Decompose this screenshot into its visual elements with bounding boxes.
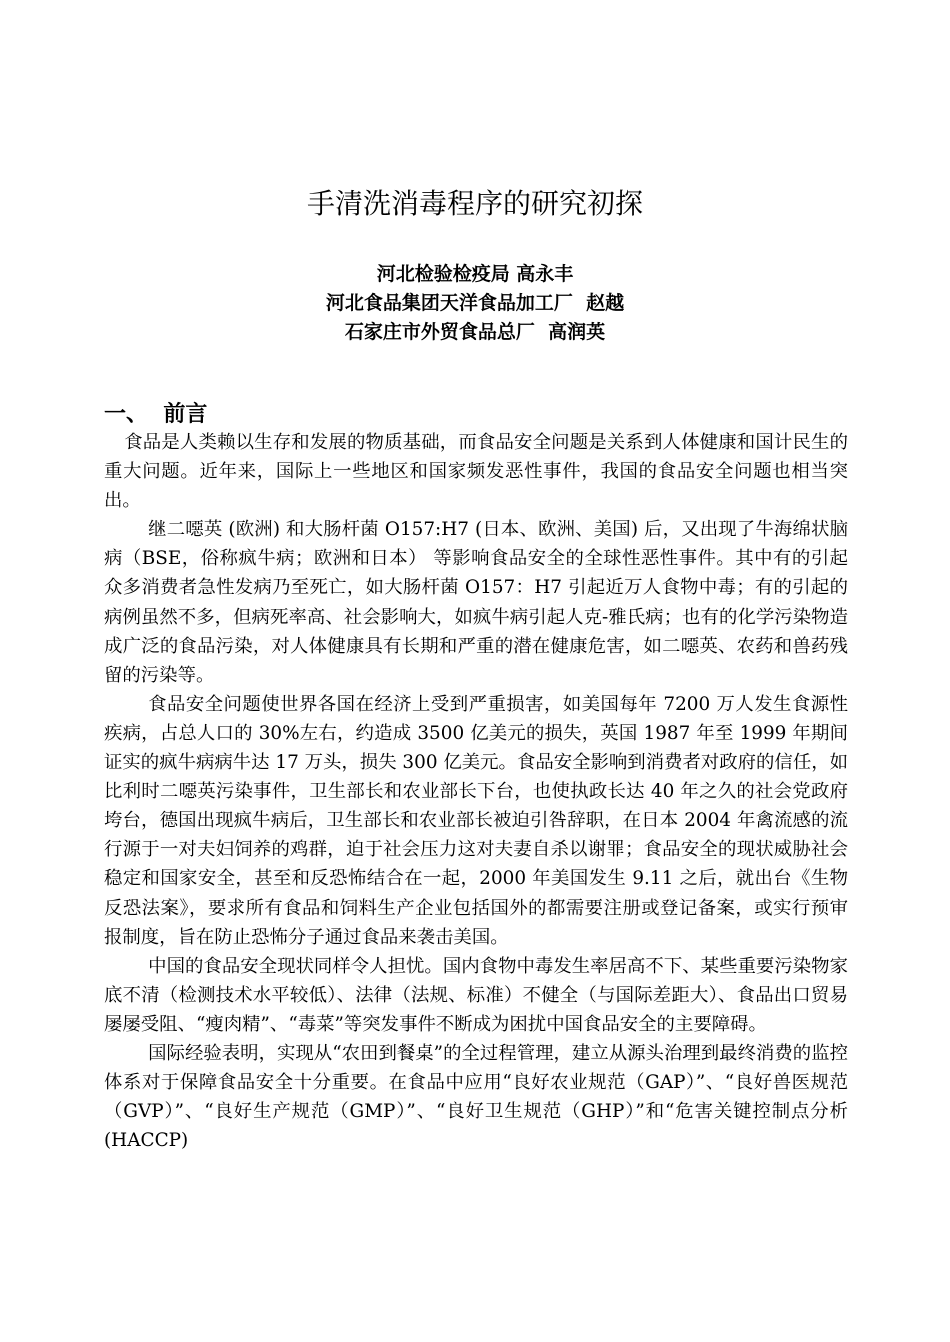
author-line: 石家庄市外贸食品总厂 高润英 bbox=[344, 321, 606, 343]
section-heading: 一、 前言 bbox=[104, 402, 208, 427]
paragraph: 国际经验表明，实现从“农田到餐桌”的全过程管理，建立从源头治理到最终消费的监控体系对于保障食品安全十分重要。在食品中应用“良好农业规范（GAP）”、“良好兽医规范（GVP）”、“良好生产规范（GMP）”、“良好卫生规范（GHP）”和“危害关键控制点分析 (HACCP) bbox=[104, 1042, 848, 1152]
author-line: 河北食品集团天洋食品加工厂 赵越 bbox=[325, 292, 625, 314]
author-line: 河北检验检疫局 高永丰 bbox=[376, 263, 574, 285]
author-list bbox=[0, 260, 950, 347]
document-title: 手清洗消毒程序的研究初探 bbox=[306, 187, 643, 220]
paragraph: 食品是人类赖以生存和发展的物质基础，而食品安全问题是关系到人体健康和国计民生的重大问题。近年来，国际上一些地区和国家频发恶性事件，我国的食品安全问题也相当突出。 bbox=[104, 432, 848, 512]
paragraph: 继二噁英 (欧洲) 和大肠杆菌 O157:H7 (日本、欧洲、美国) 后，又出现了牛海绵状脑病（BSE，俗称疯牛病；欧洲和日本） 等影响食品安全的全球性恶性事件。其中有的引起众多消费者急性发病乃至死亡，如大肠杆菌 O157：H7 引起近万人食物中毒；有的引起的病例虽然不多，但病死率高、社会影响大，如疯牛病引起人克-雅氏病；也有的化学污染物造成广泛的食品污染，对人体健康具有长期和严重的潜在健康危害，如二噁英、农药和兽药残留的污染等。 bbox=[104, 519, 848, 686]
body-text bbox=[104, 428, 848, 1155]
paragraph: 食品安全问题使世界各国在经济上受到严重损害，如美国每年 7200 万人发生食源性疾病，占总人口的 30%左右，约造成 3500 亿美元的损失，英国 1987 年至 1999 年期间证实的疯牛病病牛达 17 万头，损失 300 亿美元。食品安全影响到消费者对政府的信任，如比利时二噁英污染事件，卫生部长和农业部长下台，也使执政长达 40 年之久的社会党政府垮台，德国出现疯牛病后，卫生部长和农业部长被迫引咎辞职，在日本 2004 年禽流感的流行源于一对夫妇饲养的鸡群，迫于社会压力这对夫妻自杀以谢罪；食品安全的现状威胁社会稳定和国家安全，甚至和反恐怖结合在一起，2000 年美国发生 9.11 之后，就出台《生物反恐法案》，要求所有食品和饲料生产企业包括国外的都需要注册或登记备案，或实行预审报制度，旨在防止恐怖分子通过食品来袭击美国。 bbox=[104, 693, 848, 948]
paragraph: 中国的食品安全现状同样令人担忧。国内食物中毒发生率居高不下、某些重要污染物家底不清（检测技术水平较低）、法律（法规、标准）不健全（与国际差距大）、食品出口贸易屡屡受阻、“瘦肉精”、“毒菜”等突发事件不断成为困扰中国食品安全的主要障碍。 bbox=[104, 955, 848, 1035]
